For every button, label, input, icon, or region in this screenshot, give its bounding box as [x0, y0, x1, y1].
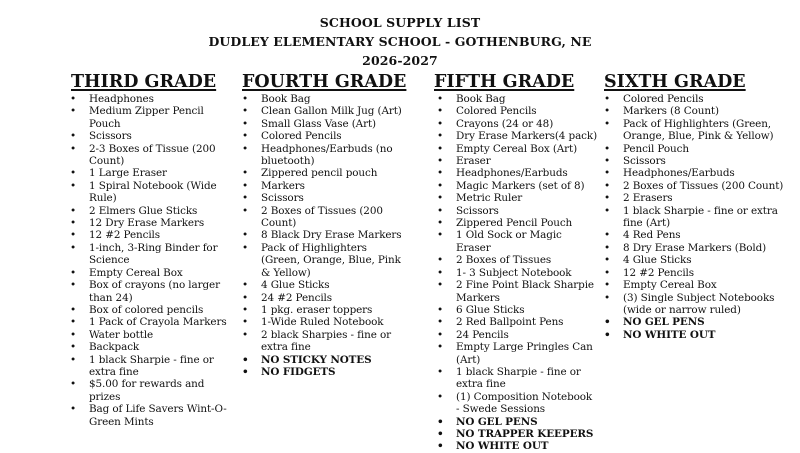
supply-list-item: • 8 Black Dry Erase Markers	[242, 229, 402, 241]
school-year: 2026-2027	[362, 53, 438, 68]
supply-list-item: • Crayons (24 or 48)	[437, 118, 598, 130]
supply-list-item: • 2 black Sharpies - fine or extra fine	[242, 329, 402, 354]
fifth-grade-heading: FIFTH GRADE	[434, 72, 575, 92]
supply-list-item: • Eraser	[437, 155, 598, 167]
supply-list-item: • 12 #2 Pencils	[604, 267, 790, 279]
supply-list-item: • Headphones/Earbuds	[604, 167, 790, 179]
supply-list-item: • Metric Ruler	[437, 192, 598, 204]
document-title: SCHOOL SUPPLY LIST	[319, 15, 481, 30]
fifth-grade-list	[437, 93, 598, 453]
supply-list-item: • 6 Glue Sticks	[437, 304, 598, 316]
supply-list-item: • Markers (8 Count)	[604, 105, 790, 117]
supply-list-item: • 2 Boxes of Tissues	[437, 254, 598, 266]
supply-list-item: • 2 Erasers	[604, 192, 790, 204]
supply-list-item: • 2 Boxes of Tissues (200 Count)	[242, 205, 402, 230]
supply-list-item: • Box of colored pencils	[70, 304, 238, 316]
supply-list-item: • Clean Gallon Milk Jug (Art)	[242, 105, 402, 117]
supply-list-item: • Empty Cereal Box	[70, 267, 238, 279]
supply-list-item: • Box of crayons (no larger than 24)	[70, 279, 238, 304]
supply-list-item: • 1 Large Eraser	[70, 167, 238, 179]
fourth-grade-column	[242, 71, 407, 378]
supply-list-item: • 24 #2 Pencils	[242, 292, 402, 304]
supply-list-item: • 1-inch, 3-Ring Binder for Science	[70, 242, 238, 267]
supply-list-item: • Pack of Highlighters (Green, Orange, Blue, Pink & Yellow)	[604, 118, 790, 143]
supply-list-item: • Scissors	[437, 205, 598, 217]
supply-list-item: • $5.00 for rewards and prizes	[70, 378, 238, 403]
supply-list-item: • 8 Dry Erase Markers (Bold)	[604, 242, 790, 254]
supply-list-item: • Scissors	[604, 155, 790, 167]
supply-list-item: • Scissors	[70, 130, 238, 142]
supply-list-item: • Backpack	[70, 341, 238, 353]
supply-list-item: • 12 Dry Erase Markers	[70, 217, 238, 229]
supply-list-item: • Dry Erase Markers(4 pack)	[437, 130, 598, 142]
supply-list-item: • Colored Pencils	[437, 105, 598, 117]
supply-list-item: • Markers	[242, 180, 402, 192]
supply-list-item: • NO FIDGETS	[242, 366, 402, 378]
fourth-grade-heading: FOURTH GRADE	[242, 72, 407, 92]
supply-list-item: • Magic Markers (set of 8)	[437, 180, 598, 192]
supply-list-item: • 4 Glue Sticks	[604, 254, 790, 266]
third-grade-column	[70, 71, 238, 428]
fifth-grade-column	[434, 71, 598, 453]
supply-list-item: • NO GEL PENS	[604, 316, 790, 328]
fourth-grade-list	[242, 93, 402, 378]
supply-list-item: • 1 black Sharpie - fine or extra fine	[437, 366, 598, 391]
supply-list-item: • 2 Boxes of Tissues (200 Count)	[604, 180, 790, 192]
supply-list-item: • Book Bag	[242, 93, 402, 105]
third-grade-heading: THIRD GRADE	[71, 72, 217, 92]
supply-list-item: • NO STICKY NOTES	[242, 354, 402, 366]
supply-list-item: • 4 Glue Sticks	[242, 279, 402, 291]
supply-list-item: • Water bottle	[70, 329, 238, 341]
supply-list-item: • (3) Single Subject Notebooks (wide or narrow ruled)	[604, 292, 790, 317]
supply-list-item: • 1 Old Sock or Magic Eraser	[437, 229, 598, 254]
supply-list-item: • Medium Zipper Pencil Pouch	[70, 105, 238, 130]
supply-list-item: • Zippered pencil pouch	[242, 167, 402, 179]
supply-list-item: • NO TRAPPER KEEPERS	[437, 428, 598, 440]
supply-list-item: • 1 pkg. eraser toppers	[242, 304, 402, 316]
supply-list-item: • 1- 3 Subject Notebook	[437, 267, 598, 279]
supply-list-item: • Empty Cereal Box (Art)	[437, 143, 598, 155]
supply-list-item: • NO GEL PENS	[437, 416, 598, 428]
supply-list-item: • 2 Fine Point Black Sharpie Markers	[437, 279, 598, 304]
supply-list-item: • 24 Pencils	[437, 329, 598, 341]
supply-list-item: • Headphones/Earbuds (no bluetooth)	[242, 143, 402, 168]
supply-list-item: • 2 Elmers Glue Sticks	[70, 205, 238, 217]
supply-list-item: • Bag of Life Savers Wint-O-Green Mints	[70, 403, 238, 428]
supply-list-item: • Pack of Highlighters (Green, Orange, Blue, Pink & Yellow)	[242, 242, 402, 279]
sixth-grade-column	[604, 71, 790, 341]
supply-list-item: • 1 black Sharpie - fine or extra fine (Art)	[604, 205, 790, 230]
supply-list-item: • 1 Spiral Notebook (Wide Rule)	[70, 180, 238, 205]
supply-list-item: • Empty Cereal Box	[604, 279, 790, 291]
supply-list-item: • Zippered Pencil Pouch	[437, 217, 598, 229]
supply-list-item: • 2-3 Boxes of Tissue (200 Count)	[70, 143, 238, 168]
supply-list-item: • 4 Red Pens	[604, 229, 790, 241]
supply-list-item: • NO WHITE OUT	[604, 329, 790, 341]
supply-list-item: • Colored Pencils	[242, 130, 402, 142]
sixth-grade-list	[604, 93, 790, 341]
supply-list-item: • Headphones	[70, 93, 238, 105]
supply-list-item: • Pencil Pouch	[604, 143, 790, 155]
supply-list-item: • 1-Wide Ruled Notebook	[242, 316, 402, 328]
school-name: DUDLEY ELEMENTARY SCHOOL - GOTHENBURG, NE	[208, 34, 592, 49]
third-grade-list	[70, 93, 238, 428]
sixth-grade-heading: SIXTH GRADE	[604, 72, 746, 92]
supply-list-item: • 1 black Sharpie - fine or extra fine	[70, 354, 238, 379]
supply-list-item: • (1) Composition Notebook - Swede Sessions	[437, 391, 598, 416]
supply-list-item: • 12 #2 Pencils	[70, 229, 238, 241]
supply-list-item: • Small Glass Vase (Art)	[242, 118, 402, 130]
supply-list-item: • Empty Large Pringles Can (Art)	[437, 341, 598, 366]
supply-list-item: • 1 Pack of Crayola Markers	[70, 316, 238, 328]
supply-list-item: • Headphones/Earbuds	[437, 167, 598, 179]
supply-list-item: • Colored Pencils	[604, 93, 790, 105]
supply-list-item: • NO WHITE OUT	[437, 440, 598, 452]
supply-list-item: • Book Bag	[437, 93, 598, 105]
document-header	[0, 13, 800, 70]
supply-list-item: • 2 Red Ballpoint Pens	[437, 316, 598, 328]
supply-list-item: • Scissors	[242, 192, 402, 204]
